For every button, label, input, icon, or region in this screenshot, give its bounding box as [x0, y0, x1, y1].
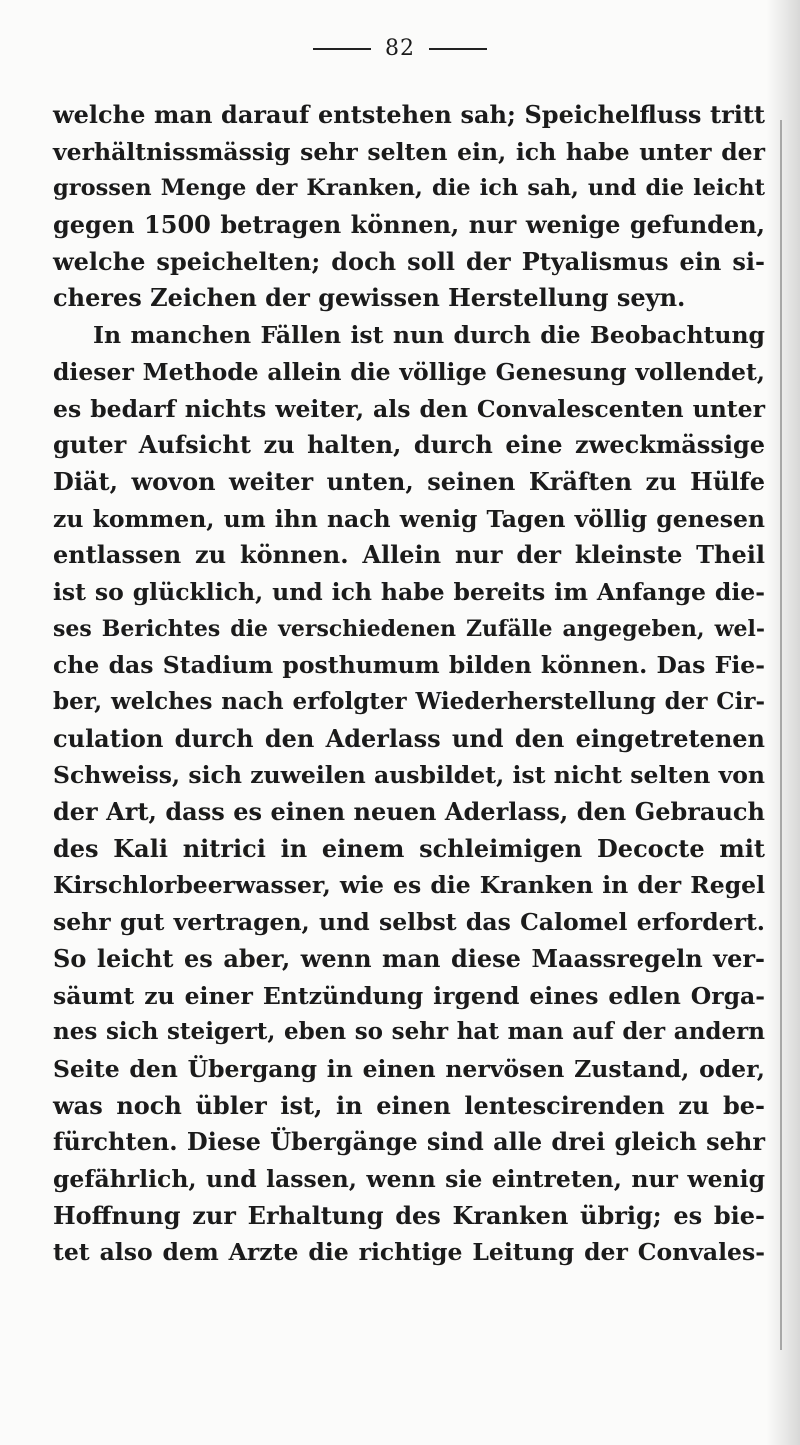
text-line: zu kommen, um ihn nach wenig Tagen völlig genesen [53, 504, 765, 533]
text-line: verhältnissmässig sehr selten ein, ich habe unter der [53, 137, 765, 166]
text-line: gefährlich, und lassen, wenn sie eintreten, nur wenig [53, 1164, 765, 1193]
text-line: In manchen Fällen ist nun durch die Beobachtung [93, 321, 765, 350]
text-line: ber, welches nach erfolgter Wiederherstellung der Cir- [53, 688, 765, 715]
page-gutter-shadow [766, 0, 800, 1445]
text-line: gegen 1500 betragen können, nur wenige gefunden, [53, 210, 765, 240]
page-header [0, 36, 800, 61]
text-line: dieser Methode allein die völlige Genesung vollendet, [53, 357, 765, 386]
text-line: grossen Menge der Kranken, die ich sah, und die leicht [53, 175, 765, 202]
text-line: ses Berichtes die verschiedenen Zufälle angegeben, wel- [53, 615, 765, 642]
text-line: Seite den Übergang in einen nervösen Zustand, oder, [53, 1054, 765, 1083]
text-line: es bedarf nichts weiter, als den Convalescenten unter [53, 394, 765, 423]
text-line: nes sich steigert, eben so sehr hat man auf der andern [53, 1018, 765, 1046]
text-line: guter Aufsicht zu halten, durch eine zweckmässige [53, 430, 765, 460]
text-line: säumt zu einer Entzündung irgend eines edlen Orga- [53, 981, 765, 1010]
page-number: 82 [385, 36, 415, 61]
page-gutter-edge [780, 120, 782, 1350]
text-line: ist so glücklich, und ich habe bereits im Anfange die- [53, 577, 765, 606]
text-line: che das Stadium posthumum bilden können. Das Fie- [53, 651, 765, 680]
text-line: So leicht es aber, wenn man diese Maassregeln ver- [53, 943, 765, 973]
text-line: entlassen zu können. Allein nur der kleinste Theil [53, 540, 765, 570]
text-line: des Kali nitrici in einem schleimigen Decocte mit [53, 833, 765, 863]
text-line: der Art, dass es einen neuen Aderlass, den Gebrauch [53, 797, 765, 827]
header-rule-right [429, 48, 487, 50]
text-line: tet also dem Arzte die richtige Leitung der Convales- [53, 1238, 765, 1267]
text-line: welche man darauf entstehen sah; Speichelfluss tritt [53, 100, 765, 129]
text-line: Diät, wovon weiter unten, seinen Kräften zu Hülfe [53, 466, 765, 496]
text-line: Hoffnung zur Erhaltung des Kranken übrig; es bie- [53, 1200, 765, 1230]
text-line: culation durch den Aderlass und den eingetretenen [53, 723, 765, 753]
header-rule-left [313, 48, 371, 50]
text-line: Schweiss, sich zuweilen ausbildet, ist nicht selten von [53, 761, 765, 790]
text-line: was noch übler ist, in einen lentescirenden zu be- [53, 1090, 765, 1120]
text-line: sehr gut vertragen, und selbst das Calomel erfordert. [53, 908, 765, 937]
text-line: cheres Zeichen der gewissen Herstellung seyn. [53, 283, 686, 313]
body-text [53, 97, 765, 1271]
text-line: Kirschlorbeerwasser, wie es die Kranken in der Regel [53, 871, 765, 900]
text-line: fürchten. Diese Übergänge sind alle drei gleich sehr [53, 1127, 765, 1157]
text-line: welche speichelten; doch soll der Ptyalismus ein si- [53, 246, 765, 276]
